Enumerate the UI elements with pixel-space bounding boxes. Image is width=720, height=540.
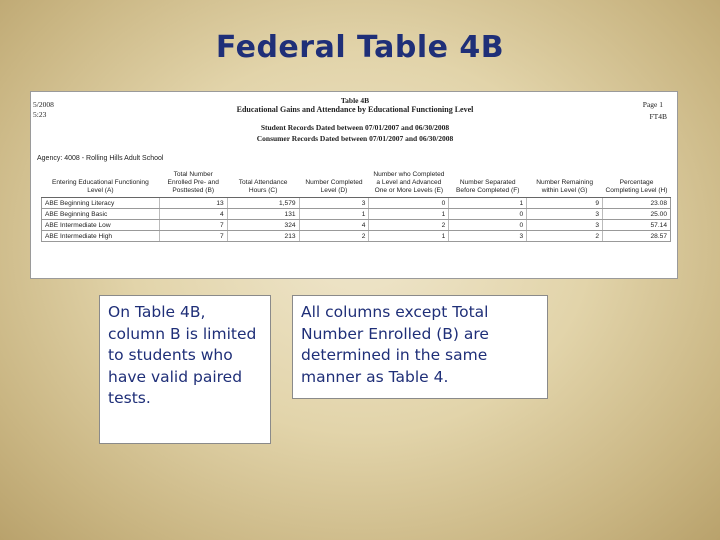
table-cell: ABE Beginning Literacy [42,198,160,209]
table-cell: 2 [369,220,449,231]
table-cell: 2 [527,231,603,242]
table-cell: 0 [449,220,527,231]
student-records-range: Student Records Dated between 07/01/2007 and 06/30/2008 [260,123,450,132]
report-page: Page 1 [642,100,663,109]
report-heading: Educational Gains and Attendance by Educational Functioning Level [236,105,474,114]
note-right: All columns except Total Number Enrolled (B) are determined in the same manner as Table 4. [292,295,548,399]
table-cell: 3 [527,209,603,220]
table-cell: 0 [449,209,527,220]
col-header: Total Number Enrolled Pre- and Posttested (B) [159,171,227,198]
col-header: Percentage Completing Level (H) [603,171,671,198]
table-cell: 1 [449,198,527,209]
table-cell: 0 [369,198,449,209]
run-time: 5:23 [33,110,47,119]
table-cell: 28.57 [603,231,671,242]
table-cell: 131 [227,209,299,220]
col-header: Number Completed Level (D) [299,171,369,198]
table-cell: 3 [527,220,603,231]
col-header: Entering Educational Functioning Level (A) [42,171,160,198]
table-cell: 7 [159,231,227,242]
table-cell: 2 [299,231,369,242]
table-cell: 1 [299,209,369,220]
table-cell: ABE Intermediate Low [42,220,160,231]
agency-line: Agency: 4008 - Rolling Hills Adult School [37,155,164,162]
table-cell: 25.00 [603,209,671,220]
run-date: 5/2008 [33,100,54,109]
slide-title: Federal Table 4B [215,30,505,65]
note-left: On Table 4B, column B is limited to students who have valid paired tests. [99,295,271,444]
report-code: FT4B [649,112,667,121]
col-header: Number Remaining within Level (G) [527,171,603,198]
report-image [30,91,678,279]
table-cell: 1 [369,209,449,220]
table-cell: 213 [227,231,299,242]
table-cell: 57.14 [603,220,671,231]
table-cell: 4 [159,209,227,220]
table-cell: 9 [527,198,603,209]
table-header-row [42,171,671,198]
table-cell: ABE Beginning Basic [42,209,160,220]
table-cell: ABE Intermediate High [42,231,160,242]
table-cell: 13 [159,198,227,209]
report-table-number: Table 4B [340,96,370,105]
table-row [42,231,671,242]
table-cell: 1,579 [227,198,299,209]
table-cell: 324 [227,220,299,231]
table-row [42,220,671,231]
table-4b [41,171,671,242]
consumer-records-range: Consumer Records Dated between 07/01/2007 and 06/30/2008 [256,134,454,143]
table-cell: 1 [369,231,449,242]
table-cell: 3 [299,198,369,209]
col-header: Total Attendance Hours (C) [227,171,299,198]
col-header: Number who Completed a Level and Advanced One or More Levels (E) [369,171,449,198]
table-row [42,209,671,220]
table-cell: 4 [299,220,369,231]
table-row [42,198,671,209]
table-cell: 7 [159,220,227,231]
table-cell: 3 [449,231,527,242]
table-cell: 23.08 [603,198,671,209]
col-header: Number Separated Before Completed (F) [449,171,527,198]
